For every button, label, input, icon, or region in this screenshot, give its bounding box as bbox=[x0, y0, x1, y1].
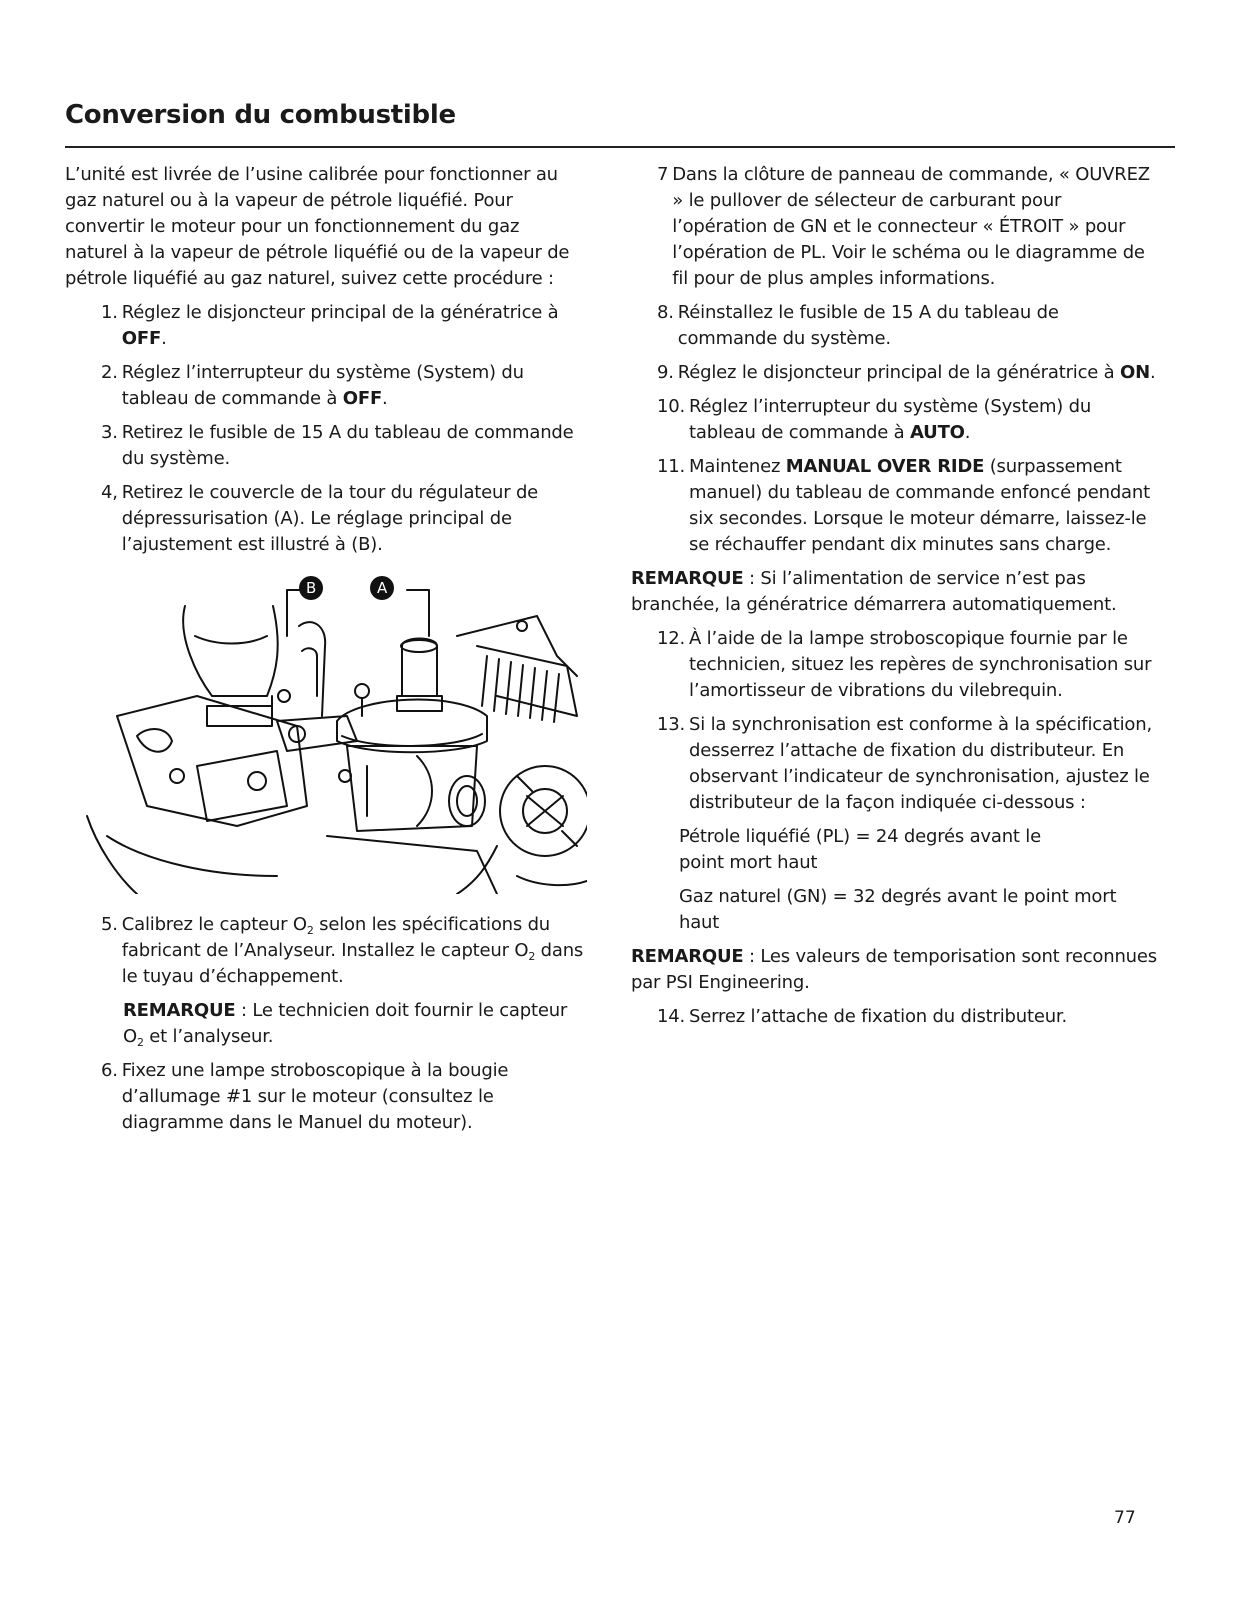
step-text: Retirez le couvercle de la tour du régulateur de dépressurisation (A). Le réglage principal de l’ajustement est illustré à (B). bbox=[121, 482, 539, 555]
intro-paragraph: L’unité est livrée de l’usine calibrée pour fonctionner au gaz naturel ou à la vapeur de pétrole liquéfié. Pour convertir le moteur pour un fonctionnement du gaz naturel à la vapeur de pétrole liquéfié ou de la vapeur de pétrole liquéfié au gaz naturel, suivez cette procédure : bbox=[65, 164, 570, 289]
note-label: REMARQUE bbox=[631, 946, 744, 967]
step-number: 8. bbox=[657, 302, 674, 323]
step-3 bbox=[65, 420, 585, 472]
step-emphasis: OFF bbox=[342, 388, 383, 409]
step-emphasis: OFF bbox=[121, 328, 162, 349]
step-4 bbox=[65, 480, 585, 558]
step-number: 10. bbox=[657, 396, 686, 417]
left-column bbox=[65, 162, 585, 1144]
step-number: 9. bbox=[657, 362, 674, 383]
step-text: Réinstallez le fusible de 15 A du tableau de commande du système. bbox=[677, 302, 1059, 349]
step-number: 13. bbox=[657, 714, 686, 735]
step-number: 14. bbox=[657, 1006, 686, 1027]
step-emphasis: MANUAL OVER RIDE bbox=[785, 456, 985, 477]
step-number: 6. bbox=[101, 1060, 118, 1081]
step-13 bbox=[631, 712, 1161, 816]
step-text: Réglez le disjoncteur principal de la génératrice à bbox=[121, 302, 559, 323]
step-emphasis: AUTO bbox=[910, 422, 965, 443]
step-6 bbox=[65, 1058, 585, 1136]
step-10: 10. Réglez l’interrupteur du système (System) du tableau de commande à AUTO. bbox=[631, 394, 1161, 446]
page-number: 77 bbox=[1114, 1508, 1136, 1528]
spec-ng: Gaz naturel (GN) = 32 degrés avant le point mort haut bbox=[679, 886, 1117, 933]
step-text: Retirez le fusible de 15 A du tableau de commande du système. bbox=[121, 422, 574, 469]
step-number: 12. bbox=[657, 628, 686, 649]
step-7 bbox=[631, 162, 1161, 292]
step-number: 5. bbox=[101, 914, 118, 935]
note-timing: REMARQUE : Les valeurs de temporisation sont reconnues par PSI Engineering. bbox=[631, 946, 1157, 993]
note-label: REMARQUE bbox=[123, 1000, 236, 1021]
step-number: 7 bbox=[657, 164, 669, 185]
step-text: Serrez l’attache de fixation du distributeur. bbox=[689, 1006, 1067, 1027]
regulator-illustration bbox=[77, 576, 587, 894]
page-title: Conversion du combustible bbox=[65, 100, 456, 130]
step-text: À l’aide de la lampe stroboscopique fournie par le technicien, situez les repères de synchronisation sur l’amortisseur de vibrations du vilebrequin. bbox=[689, 628, 1152, 701]
note-label: REMARQUE bbox=[631, 568, 744, 589]
step-8 bbox=[631, 300, 1161, 352]
step-text: Réglez l’interrupteur du système (System) du tableau de commande à bbox=[121, 362, 524, 409]
callout-b: B bbox=[299, 576, 323, 600]
step-5: 5. Calibrez le capteur $O_2$ selon les spécifications du fabricant de l’Analyseur. Installez le capteur $O_2$ dans le tuyau d’échappement. bbox=[65, 912, 585, 990]
step-text: Dans la clôture de panneau de commande, « OUVREZ » le pullover de sélecteur de carburant pour l’opération de GN et le connecteur « ÉTROIT » pour l’opération de PL. Voir le schéma ou le diagramme de fil pour de plus amples informations. bbox=[672, 164, 1150, 289]
step-number: 11. bbox=[657, 456, 686, 477]
spec-lp: Pétrole liquéfié (PL) = 24 degrés avant le point mort haut bbox=[679, 826, 1041, 873]
step-2: 2. Réglez l’interrupteur du système (System) du tableau de commande à OFF. bbox=[65, 360, 585, 412]
step-text: Fixez une lampe stroboscopique à la bougie d’allumage #1 sur le moteur (consultez le diagramme dans le Manuel du moteur). bbox=[121, 1060, 509, 1133]
step-number: 4, bbox=[101, 482, 118, 503]
step-number: 2. bbox=[101, 362, 118, 383]
step-14 bbox=[631, 1004, 1161, 1030]
step-number: 3. bbox=[101, 422, 118, 443]
step-number: 1. bbox=[101, 302, 118, 323]
step-text: Si la synchronisation est conforme à la spécification, desserrez l’attache de fixation du distributeur. En observant l’indicateur de synchronisation, ajustez le distributeur de la façon indiquée ci-dessous : bbox=[689, 714, 1152, 813]
right-column bbox=[631, 162, 1161, 1038]
step-emphasis: ON bbox=[1120, 362, 1150, 383]
note-service: REMARQUE : Si l’alimentation de service n’est pas branchée, la génératrice démarrera automatiquement. bbox=[631, 568, 1117, 615]
step-12 bbox=[631, 626, 1161, 704]
callout-a: A bbox=[370, 576, 394, 600]
note-sensor: REMARQUE : Le technicien doit fournir le capteur $O_2$ et l’analyseur. bbox=[123, 1000, 568, 1049]
title-divider bbox=[65, 146, 1175, 148]
step-9: 9. Réglez le disjoncteur principal de la génératrice à ON. bbox=[631, 360, 1161, 386]
step-11: 11. Maintenez MANUAL OVER RIDE (surpassement manuel) du tableau de commande enfoncé pendant six secondes. Lorsque le moteur démarre, laissez-le se réchauffer pendant dix minutes sans charge. bbox=[631, 454, 1161, 558]
step-1: 1. Réglez le disjoncteur principal de la génératrice à OFF. bbox=[65, 300, 585, 352]
